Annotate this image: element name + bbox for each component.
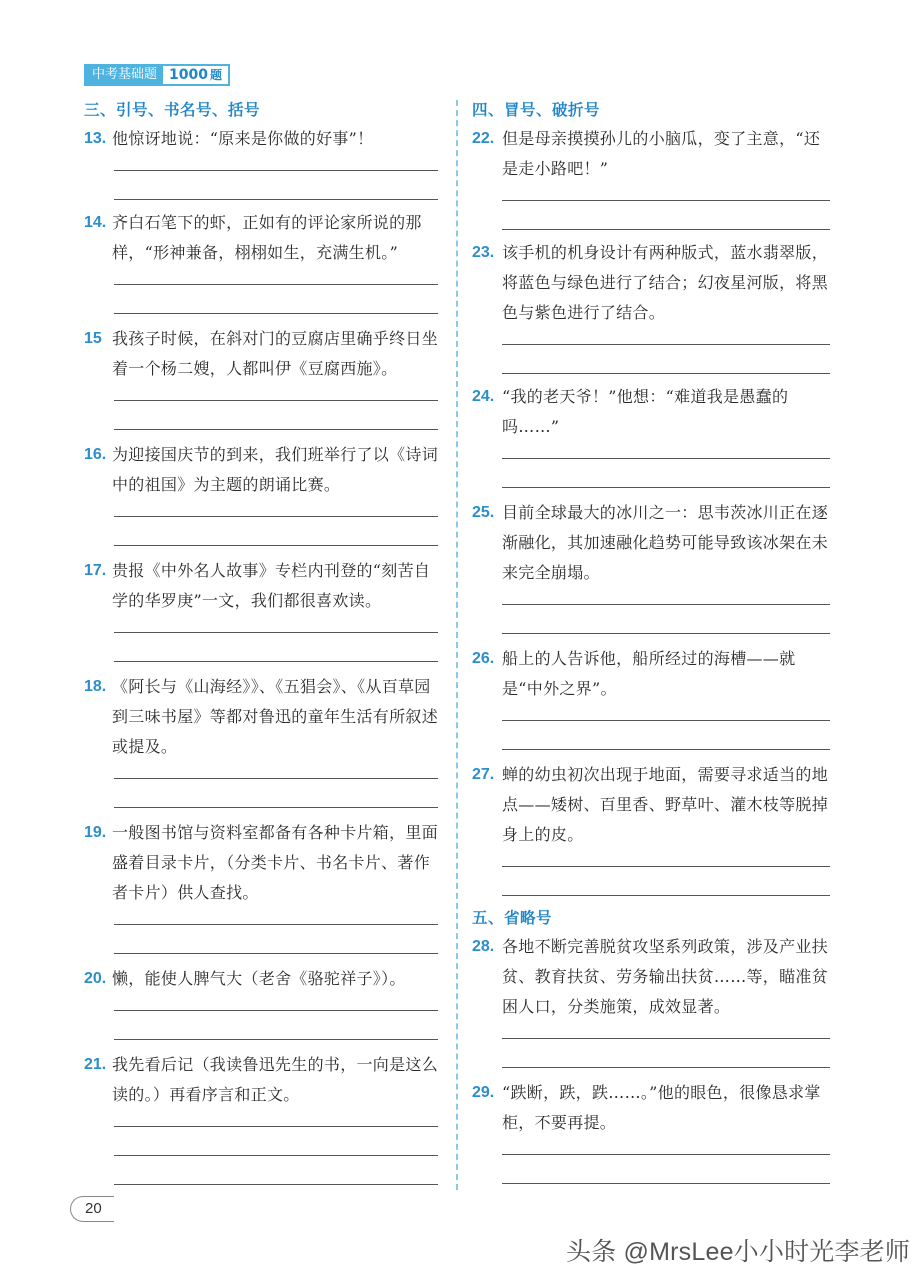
answer-lines[interactable] bbox=[502, 1038, 830, 1068]
watermark: 头条 @MrsLee小小时光李老师 bbox=[566, 1238, 911, 1266]
answer-lines[interactable] bbox=[502, 344, 830, 374]
question-number: 20. bbox=[84, 970, 107, 987]
section-title-quotes: 三、引号、书名号、括号 bbox=[84, 101, 261, 119]
question-number: 26. bbox=[472, 650, 495, 667]
series-badge bbox=[84, 64, 230, 86]
answer-lines[interactable] bbox=[502, 866, 830, 896]
question-number: 24. bbox=[472, 388, 495, 405]
question-text: 我先看后记（我读鲁迅先生的书，一向是这么读的。）再看序言和正文。 bbox=[112, 1055, 439, 1104]
question-text: 但是母亲摸摸孙儿的小脑瓜，变了主意，“还是走小路吧！” bbox=[502, 129, 821, 178]
question-21 bbox=[84, 1050, 438, 1185]
question-26 bbox=[472, 644, 830, 750]
question-text: 船上的人告诉他，船所经过的海槽——就是“中外之界”。 bbox=[502, 649, 796, 698]
right-column bbox=[472, 98, 830, 1132]
question-number: 23. bbox=[472, 244, 495, 261]
badge-count bbox=[163, 64, 230, 86]
answer-lines[interactable] bbox=[114, 924, 438, 954]
question-text: “我的老天爷！”他想：“难道我是愚蠢的吗……” bbox=[502, 387, 789, 436]
question-text: 为迎接国庆节的到来，我们班举行了以《诗词中的祖国》为主题的朗诵比赛。 bbox=[112, 445, 439, 494]
question-text: 他惊讶地说：“原来是你做的好事”！ bbox=[112, 129, 374, 148]
question-text: 《阿长与《山海经》》、《五猖会》、《从百草园到三味书屋》等都对鲁迅的童年生活有所叙述或提及。 bbox=[112, 677, 439, 756]
question-16 bbox=[84, 440, 438, 546]
question-19 bbox=[84, 818, 438, 954]
question-17 bbox=[84, 556, 438, 662]
question-20 bbox=[84, 964, 438, 1040]
badge-label: 中考基础题 bbox=[84, 64, 163, 86]
question-number: 15 bbox=[84, 330, 102, 347]
question-number: 14. bbox=[84, 214, 107, 231]
question-number: 21. bbox=[84, 1056, 107, 1073]
question-text: 一般图书馆与资料室都备有各种卡片箱，里面盛着目录卡片，（分类卡片、书名卡片、著作者卡片）供人查找。 bbox=[112, 823, 439, 902]
question-29 bbox=[472, 1078, 830, 1184]
question-13 bbox=[84, 124, 438, 200]
badge-count-number: 1000 bbox=[169, 67, 208, 83]
question-text: “跌断，跌，跌……。”他的眼色，很像恳求掌柜，不要再提。 bbox=[502, 1083, 821, 1132]
question-text: 懒，能使人脾气大（老舍《骆驼祥子》）。 bbox=[112, 969, 406, 988]
answer-lines[interactable] bbox=[114, 516, 438, 546]
question-15 bbox=[84, 324, 438, 430]
question-number: 19. bbox=[84, 824, 107, 841]
answer-lines[interactable] bbox=[502, 200, 830, 230]
badge-count-suffix: 题 bbox=[209, 68, 222, 82]
question-text: 蝉的幼虫初次出现于地面，需要寻求适当的地点——矮树、百里香、野草叶、灌木枝等脱掉身上的皮。 bbox=[502, 765, 829, 844]
question-number: 25. bbox=[472, 504, 495, 521]
question-14 bbox=[84, 208, 438, 314]
question-18 bbox=[84, 672, 438, 808]
answer-lines[interactable] bbox=[502, 458, 830, 488]
answer-lines[interactable] bbox=[114, 284, 438, 314]
answer-lines[interactable] bbox=[114, 170, 438, 200]
question-number: 27. bbox=[472, 766, 495, 783]
answer-lines[interactable] bbox=[114, 1126, 438, 1185]
question-23 bbox=[472, 238, 830, 374]
section-title-colon-dash: 四、冒号、破折号 bbox=[472, 101, 601, 119]
question-number: 18. bbox=[84, 678, 107, 695]
question-number: 13. bbox=[84, 130, 107, 147]
question-24 bbox=[472, 382, 830, 488]
question-22 bbox=[472, 124, 830, 230]
answer-lines[interactable] bbox=[502, 1154, 830, 1184]
question-28 bbox=[472, 932, 830, 1068]
question-number: 17. bbox=[84, 562, 107, 579]
question-number: 16. bbox=[84, 446, 107, 463]
answer-lines[interactable] bbox=[502, 604, 830, 634]
question-text: 我孩子时候，在斜对门的豆腐店里确乎终日坐着一个杨二嫂，人都叫伊《豆腐西施》。 bbox=[112, 329, 439, 378]
question-text: 贵报《中外名人故事》专栏内刊登的“刻苦自学的华罗庚”一文，我们都很喜欢读。 bbox=[112, 561, 431, 610]
question-27 bbox=[472, 760, 830, 896]
question-number: 28. bbox=[472, 938, 495, 955]
answer-lines[interactable] bbox=[114, 400, 438, 430]
question-25 bbox=[472, 498, 830, 634]
question-text: 齐白石笔下的虾，正如有的评论家所说的那样，“形神兼备，栩栩如生，充满生机。” bbox=[112, 213, 422, 262]
question-number: 29. bbox=[472, 1084, 495, 1101]
answer-lines[interactable] bbox=[114, 778, 438, 808]
answer-lines[interactable] bbox=[114, 632, 438, 662]
page-number: 20 bbox=[70, 1196, 114, 1222]
question-text: 目前全球最大的冰川之一：思韦茨冰川正在逐渐融化，其加速融化趋势可能导致该冰架在未来完全崩塌。 bbox=[502, 503, 829, 582]
column-divider bbox=[456, 100, 458, 1190]
question-text: 各地不断完善脱贫攻坚系列政策，涉及产业扶贫、教育扶贫、劳务输出扶贫……等，瞄准贫困人口，分类施策，成效显著。 bbox=[502, 937, 829, 1016]
answer-lines[interactable] bbox=[114, 1010, 438, 1040]
answer-lines[interactable] bbox=[502, 720, 830, 750]
question-number: 22. bbox=[472, 130, 495, 147]
left-column bbox=[84, 98, 439, 1104]
question-text: 该手机的机身设计有两种版式，蓝水翡翠版，将蓝色与绿色进行了结合；幻夜星河版，将黑色与紫色进行了结合。 bbox=[502, 243, 829, 322]
section-title-ellipsis: 五、省略号 bbox=[472, 909, 553, 927]
section-ellipsis bbox=[472, 906, 830, 930]
